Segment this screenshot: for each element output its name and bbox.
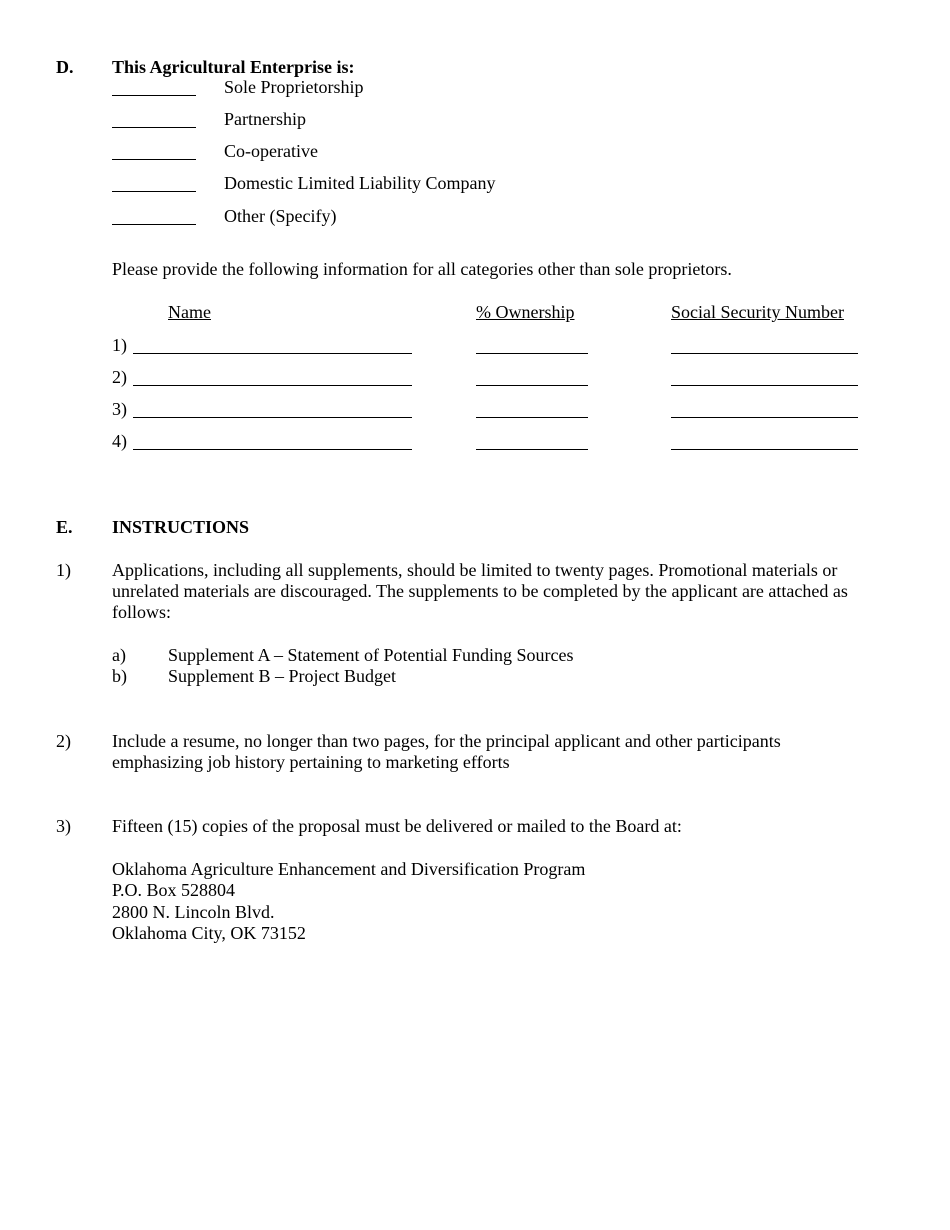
address-line-2: P.O. Box 528804 <box>112 880 236 900</box>
instruction-2-number: 2) <box>56 731 71 751</box>
address-line-4: Oklahoma City, OK 73152 <box>112 923 306 943</box>
instruction-2-line-1: Include a resume, no longer than two pages, for the principal applicant and other participants <box>112 731 781 751</box>
option-label-partnership: Partnership <box>224 109 306 129</box>
option-label-llc: Domestic Limited Liability Company <box>224 173 496 193</box>
option-blank-partnership[interactable] <box>112 113 196 128</box>
column-header-ownership: % Ownership <box>476 302 575 322</box>
supplement-a-text: Supplement A – Statement of Potential Funding Sources <box>168 645 574 665</box>
option-blank-co-operative[interactable] <box>112 145 196 160</box>
row-number-1: 1) <box>112 335 127 355</box>
row-number-3: 3) <box>112 399 127 419</box>
row-number-4: 4) <box>112 431 127 451</box>
ownership-field-2[interactable] <box>476 371 588 386</box>
section-d-letter: D. <box>56 57 74 77</box>
supplement-a-label: a) <box>112 645 126 665</box>
option-label-other: Other (Specify) <box>224 206 337 226</box>
supplement-b-label: b) <box>112 666 127 686</box>
column-header-name: Name <box>168 302 211 322</box>
instruction-1-line-3: follows: <box>112 602 172 622</box>
ownership-field-4[interactable] <box>476 435 588 450</box>
address-line-1: Oklahoma Agriculture Enhancement and Diversification Program <box>112 859 586 879</box>
option-label-co-operative: Co-operative <box>224 141 318 161</box>
instruction-1-line-2: unrelated materials are discouraged. The supplements to be completed by the applicant are attached as <box>112 581 848 601</box>
name-field-2[interactable] <box>133 371 412 386</box>
address-line-3: 2800 N. Lincoln Blvd. <box>112 902 275 922</box>
instruction-2-line-2: emphasizing job history pertaining to marketing efforts <box>112 752 510 772</box>
ownership-instruction: Please provide the following information for all categories other than sole proprietors. <box>112 259 732 279</box>
option-blank-other[interactable] <box>112 210 196 225</box>
supplement-b-text: Supplement B – Project Budget <box>168 666 396 686</box>
name-field-1[interactable] <box>133 339 412 354</box>
name-field-4[interactable] <box>133 435 412 450</box>
instruction-1-line-1: Applications, including all supplements, should be limited to twenty pages. Promotional materials or <box>112 560 838 580</box>
ownership-field-3[interactable] <box>476 403 588 418</box>
row-number-2: 2) <box>112 367 127 387</box>
instruction-3-number: 3) <box>56 816 71 836</box>
option-blank-sole-proprietorship[interactable] <box>112 81 196 96</box>
ssn-field-1[interactable] <box>671 339 858 354</box>
option-label-sole-proprietorship: Sole Proprietorship <box>224 77 364 97</box>
ssn-field-4[interactable] <box>671 435 858 450</box>
instruction-1-number: 1) <box>56 560 71 580</box>
name-field-3[interactable] <box>133 403 412 418</box>
ssn-field-3[interactable] <box>671 403 858 418</box>
ssn-field-2[interactable] <box>671 371 858 386</box>
option-blank-llc[interactable] <box>112 177 196 192</box>
section-d-title: This Agricultural Enterprise is: <box>112 57 355 77</box>
instruction-3-line-1: Fifteen (15) copies of the proposal must be delivered or mailed to the Board at: <box>112 816 682 836</box>
column-header-ssn: Social Security Number <box>671 302 844 322</box>
section-e-title: INSTRUCTIONS <box>112 517 250 537</box>
ownership-field-1[interactable] <box>476 339 588 354</box>
section-e-letter: E. <box>56 517 73 537</box>
